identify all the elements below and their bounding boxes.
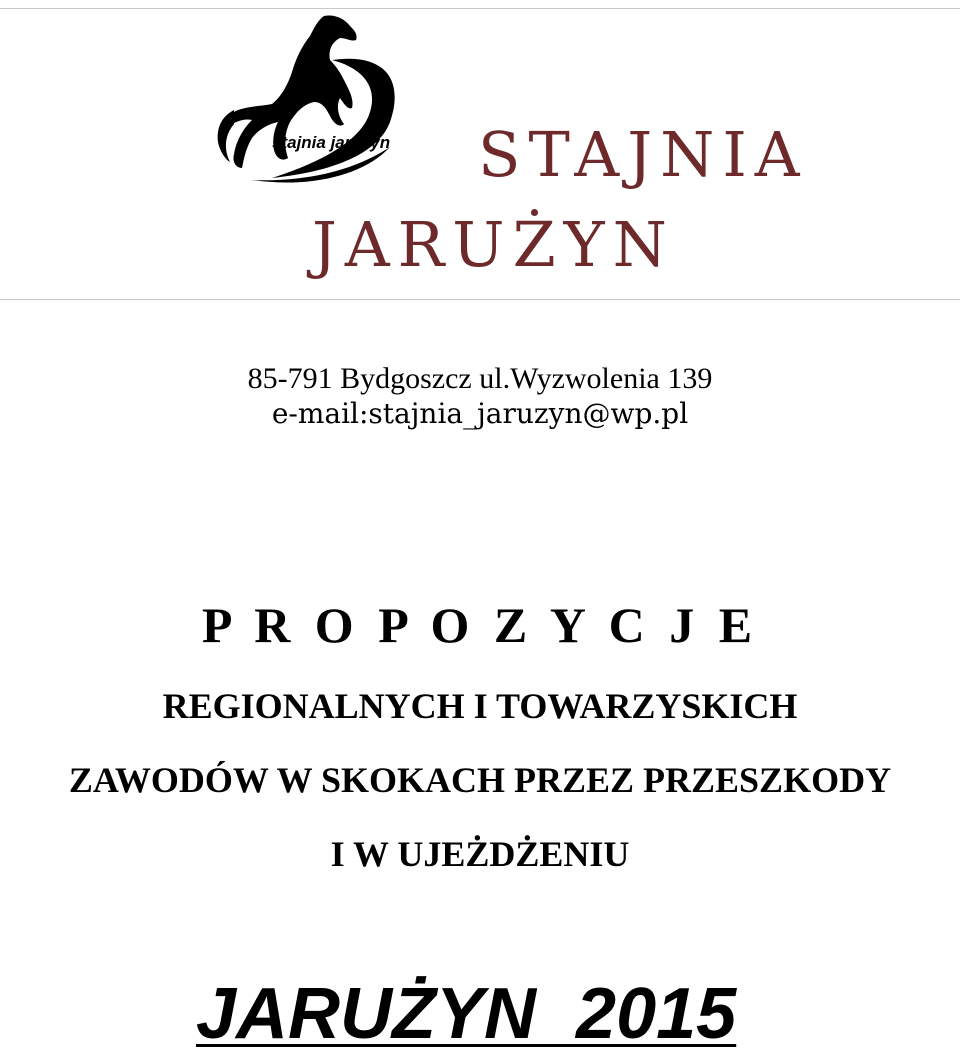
email-line: e-mail:stajnia_jaruzyn@wp.pl xyxy=(271,397,689,430)
subtitle-line3: I W UJEŻDŻENIU xyxy=(330,834,630,874)
header-top-rule xyxy=(0,8,960,9)
document-heading: P R O P O Z Y C J E xyxy=(201,597,759,653)
horse-logo-icon xyxy=(212,12,442,187)
subtitle-line2: ZAWODÓW W SKOKACH PRZEZ PRZESZKODY xyxy=(68,760,892,800)
subtitle-line1: REGIONALNYCH I TOWARZYSKICH xyxy=(162,686,798,726)
brand-name-line2: JARUŻYN xyxy=(312,208,675,281)
brand-name-line1: STAJNIA xyxy=(478,118,808,191)
header-bottom-rule xyxy=(0,299,960,300)
place-year-footer: JARUŻYN 2015 xyxy=(196,974,737,1054)
logo-text: stajnia jarużyn xyxy=(272,133,391,152)
address-line: 85-791 Bydgoszcz ul.Wyzwolenia 139 xyxy=(247,362,713,395)
